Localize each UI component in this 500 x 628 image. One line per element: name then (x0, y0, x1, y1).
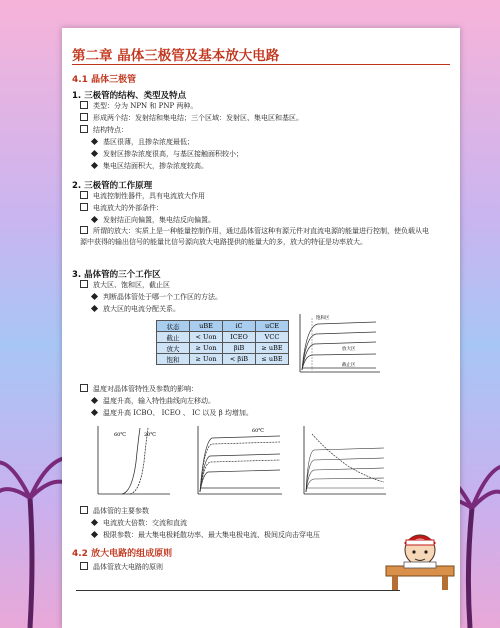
sub-item: 放大区的电流分配关系。 (92, 304, 180, 314)
output-characteristic-graph (292, 310, 382, 378)
checkbox-bullet-icon (80, 125, 88, 133)
sub-item: 发射区掺杂浓度很高，与基区接触面积较小； (92, 149, 243, 159)
section-heading-4-1: 4.1 晶体三极管 (72, 75, 137, 85)
graph-label-saturation: 饱和区 (316, 316, 330, 321)
sub-item: 极限参数：最大集电极耗散功率、最大集电极电流、极间反向击穿电压 (92, 530, 320, 540)
sub-item: 电流放大倍数：交流和直流 (92, 518, 187, 528)
section-heading-4-2: 4.2 放大电路的组成原则 (72, 549, 173, 559)
graph-label-60c-b: 60℃ (252, 428, 264, 434)
sub-item: 基区很薄，且掺杂浓度最低； (92, 137, 194, 147)
sub-item: 温度升高，输入特性曲线向左移动。 (92, 396, 215, 406)
state-table (156, 320, 289, 365)
document-page (62, 28, 460, 628)
list-item: 电流控制性器件，具有电流放大作用 (80, 191, 205, 201)
checkbox-bullet-icon (80, 113, 88, 121)
heading-principle: 2. 三极管的工作原理 (72, 181, 153, 191)
diamond-bullet-icon (91, 305, 98, 312)
diamond-bullet-icon (91, 293, 98, 300)
diamond-bullet-icon (91, 519, 98, 526)
list-item: 形成两个结：发射结和集电结；三个区域：发射区、集电区和基区。 (80, 113, 303, 123)
list-item: 晶体管放大电路的原则 (80, 562, 163, 572)
heading-structure: 1. 三极管的结构、类型及特点 (72, 91, 187, 101)
list-item: 类型：分为 NPN 和 PNP 两种。 (80, 101, 197, 111)
paragraph-amplification: 所谓的放大：实质上是一种能量控制作用，通过晶体管这种有源元件对直流电源的能量进行控制，使负载从电源中获得的输出信号的能量比信号源向放大电路提供的能量大的多，放大的特征是功率放大。 (80, 227, 429, 246)
diamond-bullet-icon (91, 162, 98, 169)
graph-label-20c: 20℃ (144, 432, 156, 438)
checkbox-bullet-icon (80, 191, 88, 199)
diamond-bullet-icon (91, 138, 98, 145)
table-row: 截止 < Uon ICEO VCC (157, 332, 289, 343)
footer-divider (76, 590, 400, 591)
graph-label-active: 放大区 (342, 347, 356, 352)
title-divider (72, 64, 450, 65)
sub-item: 集电区结面积大，掺杂浓度较高。 (92, 161, 208, 171)
table-row: 状态 uBE iC uCE (157, 321, 289, 332)
checkbox-bullet-icon (80, 506, 88, 514)
diamond-bullet-icon (91, 397, 98, 404)
list-item: 电流放大的外部条件： (80, 203, 163, 213)
checkbox-bullet-icon (80, 280, 88, 288)
list-item: 温度对晶体管特性及参数的影响： (80, 384, 198, 394)
checkbox-bullet-icon (80, 384, 88, 392)
temperature-output-graph (192, 422, 284, 500)
graph-label-cutoff: 截止区 (342, 363, 356, 368)
table-row: 放大 ≥ Uon βiB ≥ uBE (157, 343, 289, 354)
studying-cartoon-illustration (380, 524, 458, 592)
sub-item: 温度升高 ICBO、 ICEO 、 IC 以及 β 均增加。 (92, 408, 253, 418)
list-item: 晶体管的主要参数 (80, 506, 149, 516)
heading-operating-regions: 3. 晶体管的三个工作区 (72, 270, 161, 280)
table-row: 饱和 ≥ Uon < βiB ≤ uBE (157, 354, 289, 365)
sub-item: 判断晶体管处于哪一个工作区的方法。 (92, 292, 222, 302)
checkbox-bullet-icon (80, 562, 88, 570)
list-item: 放大区、饱和区，截止区 (80, 280, 170, 290)
input-characteristic-graph (92, 422, 172, 500)
chapter-title: 第二章 晶体三极管及基本放大电路 (72, 48, 280, 64)
sub-item: 发射结正向偏置，集电结反向偏置。 (92, 215, 215, 225)
checkbox-bullet-icon (80, 101, 88, 109)
breakdown-graph (298, 422, 388, 500)
diamond-bullet-icon (91, 531, 98, 538)
diamond-bullet-icon (91, 409, 98, 416)
checkbox-bullet-icon (80, 203, 88, 211)
graph-label-60c: 60℃ (114, 432, 126, 438)
diamond-bullet-icon (91, 216, 98, 223)
diamond-bullet-icon (91, 150, 98, 157)
checkbox-bullet-icon (80, 226, 88, 234)
list-item: 结构特点： (80, 125, 128, 135)
